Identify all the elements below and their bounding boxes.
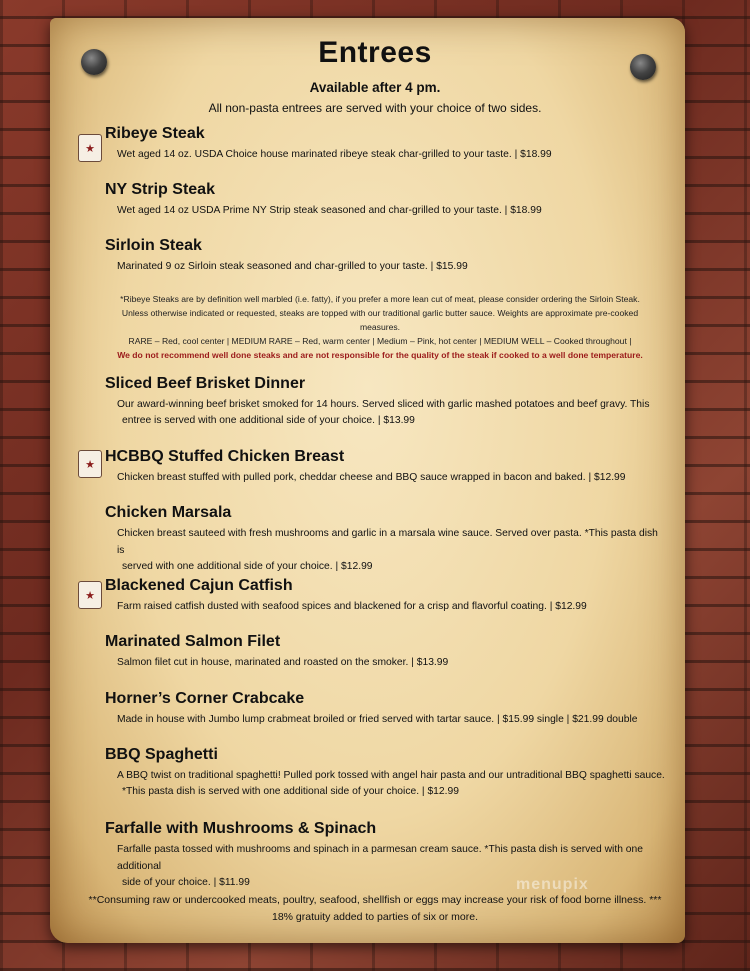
menu-item-salmon-filet — [105, 632, 665, 671]
gratuity-note: 18% gratuity added to parties of six or more. — [271, 911, 479, 923]
item-name: Chicken Marsala — [105, 504, 232, 521]
item-name: Blackened Cajun Catfish — [105, 577, 293, 594]
item-name: HCBBQ Stuffed Chicken Breast — [105, 448, 345, 465]
item-description: Made in house with Jumbo lump crabmeat broiled or fried served with tartar sauce. | $15.99 single | $21.99 double — [117, 714, 638, 725]
item-description: A BBQ twist on traditional spaghetti! Pulled pork tossed with angel hair pasta and our untraditional BBQ spaghetti sauce. — [117, 770, 665, 781]
availability-note: Available after 4 pm. — [309, 80, 441, 95]
steak-notes — [105, 292, 655, 362]
menu-item-ny-strip-steak — [105, 180, 665, 219]
item-name: Ribeye Steak — [105, 125, 205, 142]
item-description-cont: entree is served with one additional side of your choice. | $13.99 — [122, 415, 415, 426]
item-description: Our award-winning beef brisket smoked for 14 hours. Served sliced with garlic mashed potatoes and beef gravy. This — [117, 399, 650, 410]
item-description-cont: side of your choice. | $11.99 — [122, 877, 250, 888]
menu-item-ribeye-steak — [105, 124, 665, 163]
item-description-cont: served with one additional side of your choice. | $12.99 — [122, 561, 373, 572]
marbling-note: *Ribeye Steaks are by definition well marbled (i.e. fatty), if you prefer a more lean cut of meat, please consider ordering the Sirloin Steak. — [120, 294, 640, 304]
menu-item-beef-brisket — [105, 374, 665, 429]
item-description: Wet aged 14 oz USDA Prime NY Strip steak seasoned and char-grilled to your taste. | $18.99 — [117, 205, 542, 216]
item-description: Wet aged 14 oz. USDA Choice house marinated ribeye steak char-grilled to your taste. | $18.99 — [117, 149, 552, 160]
item-description: Farfalle pasta tossed with mushrooms and spinach in a parmesan cream sauce. *This pasta dish is served with one additional — [117, 844, 643, 872]
house-favorite-icon: ★ — [78, 134, 102, 162]
item-name: Farfalle with Mushrooms & Spinach — [105, 820, 377, 837]
doneness-guide: RARE – Red, cool center | MEDIUM RARE – Red, warm center | Medium – Pink, hot center | MEDIUM WELL – Cooked throughout | — [128, 336, 632, 346]
item-name: Sliced Beef Brisket Dinner — [105, 375, 306, 392]
footer-disclaimer — [70, 892, 680, 926]
item-description: Salmon filet cut in house, marinated and roasted on the smoker. | $13.99 — [117, 657, 449, 668]
watermark: menupix — [516, 876, 589, 893]
item-description: Marinated 9 oz Sirloin steak seasoned and char-grilled to your taste. | $15.99 — [117, 261, 468, 272]
item-description: Farm raised catfish dusted with seafood spices and blackened for a crisp and flavorful coating. | $12.99 — [117, 601, 587, 612]
menu-item-crabcake — [105, 689, 665, 728]
house-favorite-icon: ★ — [78, 581, 102, 609]
food-safety-warning: **Consuming raw or undercooked meats, poultry, seafood, shellfish or eggs may increase your risk of food borne illness. *** — [88, 894, 662, 906]
item-description: Chicken breast stuffed with pulled pork, cheddar cheese and BBQ sauce wrapped in bacon and baked. | $12.99 — [117, 472, 626, 483]
sauce-note: Unless otherwise indicated or requested, steaks are topped with our traditional garlic butter sauce. Weights are approximate pre-cooked measures. — [121, 308, 639, 332]
menu-item-stuffed-chicken-breast — [105, 447, 665, 486]
item-name: NY Strip Steak — [105, 181, 215, 198]
item-name: Marinated Salmon Filet — [105, 633, 281, 650]
page-title: Entrees — [318, 36, 432, 69]
menu-item-sirloin-steak — [105, 236, 665, 275]
item-description: Chicken breast sauteed with fresh mushrooms and garlic in a marsala wine sauce. Served over pasta. *This pasta dish is — [117, 528, 658, 556]
well-done-warning: We do not recommend well done steaks and are not responsible for the quality of the steak if cooked to a well done temperature. — [117, 350, 643, 360]
menu-item-chicken-marsala — [105, 503, 665, 575]
item-name: Horner’s Corner Crabcake — [105, 690, 305, 707]
sides-note: All non-pasta entrees are served with your choice of two sides. — [208, 101, 542, 115]
menu-item-cajun-catfish — [105, 576, 665, 615]
item-name: Sirloin Steak — [105, 237, 202, 254]
item-name: BBQ Spaghetti — [105, 746, 218, 763]
house-favorite-icon: ★ — [78, 450, 102, 478]
item-description-cont: *This pasta dish is served with one additional side of your choice. | $12.99 — [122, 786, 459, 797]
menu-item-bbq-spaghetti — [105, 745, 665, 800]
